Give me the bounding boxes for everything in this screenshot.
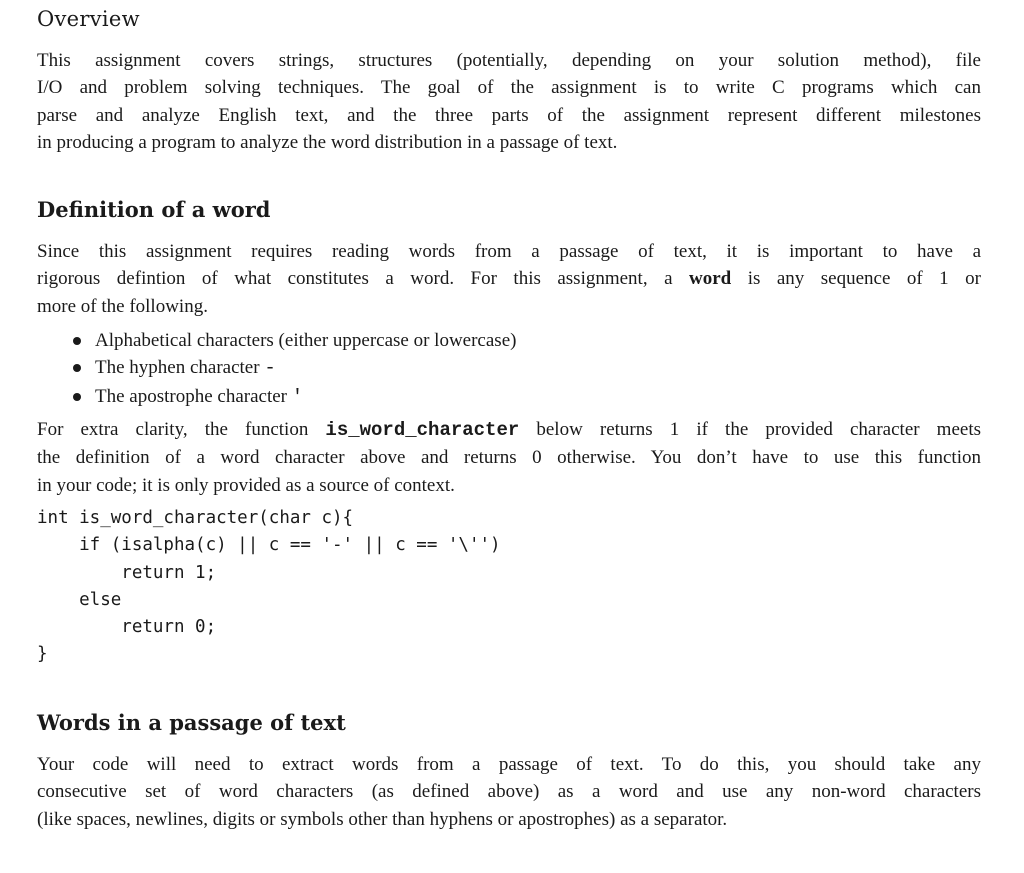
hyphen-code: - [264, 357, 276, 380]
clarity-text: For extra clarity, the function [37, 419, 326, 440]
word-term: word [688, 268, 732, 290]
definition-paragraph [37, 238, 981, 320]
list-item [73, 327, 516, 354]
code-line: if (isalpha(c) || c == '-' || c == '\'') [37, 535, 501, 556]
overview-heading: Overview [37, 7, 140, 31]
overview-line: parse and analyze English text, and the three parts of the assignment represent different milestones [37, 104, 981, 126]
overview-line: in producing a program to analyze the word distribution in a passage of text. [37, 131, 618, 153]
clarity-line [37, 416, 981, 444]
definition-line: more of the following. [37, 295, 208, 317]
overview-line: I/O and problem solving techniques. The goal of the assignment is to write C programs which can [37, 77, 981, 99]
code-block [37, 505, 501, 669]
clarity-line: in your code; it is only provided as a source of context. [37, 474, 455, 496]
code-line: } [37, 644, 48, 665]
code-line: int is_word_character(char c){ [37, 508, 354, 528]
apostrophe-code: ' [291, 385, 304, 408]
clarity-line: the definition of a word character above and returns 0 otherwise. You don’t have to use this function [37, 447, 981, 469]
definition-line: Since this assignment requires reading words from a passage of text, it is important to have a [37, 241, 981, 262]
definition-line [37, 265, 981, 292]
definition-text: is any sequence of 1 or [731, 268, 981, 290]
clarity-paragraph [37, 416, 981, 499]
list-item [73, 383, 516, 411]
list-item-text: The hyphen character [95, 357, 265, 379]
list-item-text: Alphabetical characters (either uppercase or lowercase) [95, 330, 517, 351]
words-paragraph [37, 751, 981, 833]
words-line: consecutive set of word characters (as defined above) as a word and use any non-word characters [37, 781, 981, 803]
clarity-text: below returns 1 if the provided character meets [519, 419, 981, 440]
definition-text: rigorous defintion of what constitutes a word. For this assignment, a [37, 268, 689, 290]
definition-heading: Definition of a word [37, 197, 271, 222]
overview-paragraph [37, 47, 981, 156]
overview-line: This assignment covers strings, structures (potentially, depending on your solution method), file [37, 50, 981, 71]
bullet-icon [73, 364, 81, 372]
word-character-list [73, 327, 516, 411]
words-heading: Words in a passage of text [37, 710, 346, 735]
list-item [73, 354, 516, 382]
code-line: return 1; [37, 562, 217, 583]
words-line: Your code will need to extract words from a passage of text. To do this, you should take any [37, 754, 981, 775]
bullet-icon [73, 393, 81, 401]
code-line: return 0; [37, 617, 217, 638]
list-item-text: The apostrophe character [95, 385, 292, 407]
function-name: is_word_character [325, 419, 520, 441]
words-line: (like spaces, newlines, digits or symbols other than hyphens or apostrophes) as a separator. [37, 808, 728, 830]
code-line: else [37, 589, 122, 610]
bullet-icon [73, 337, 81, 345]
